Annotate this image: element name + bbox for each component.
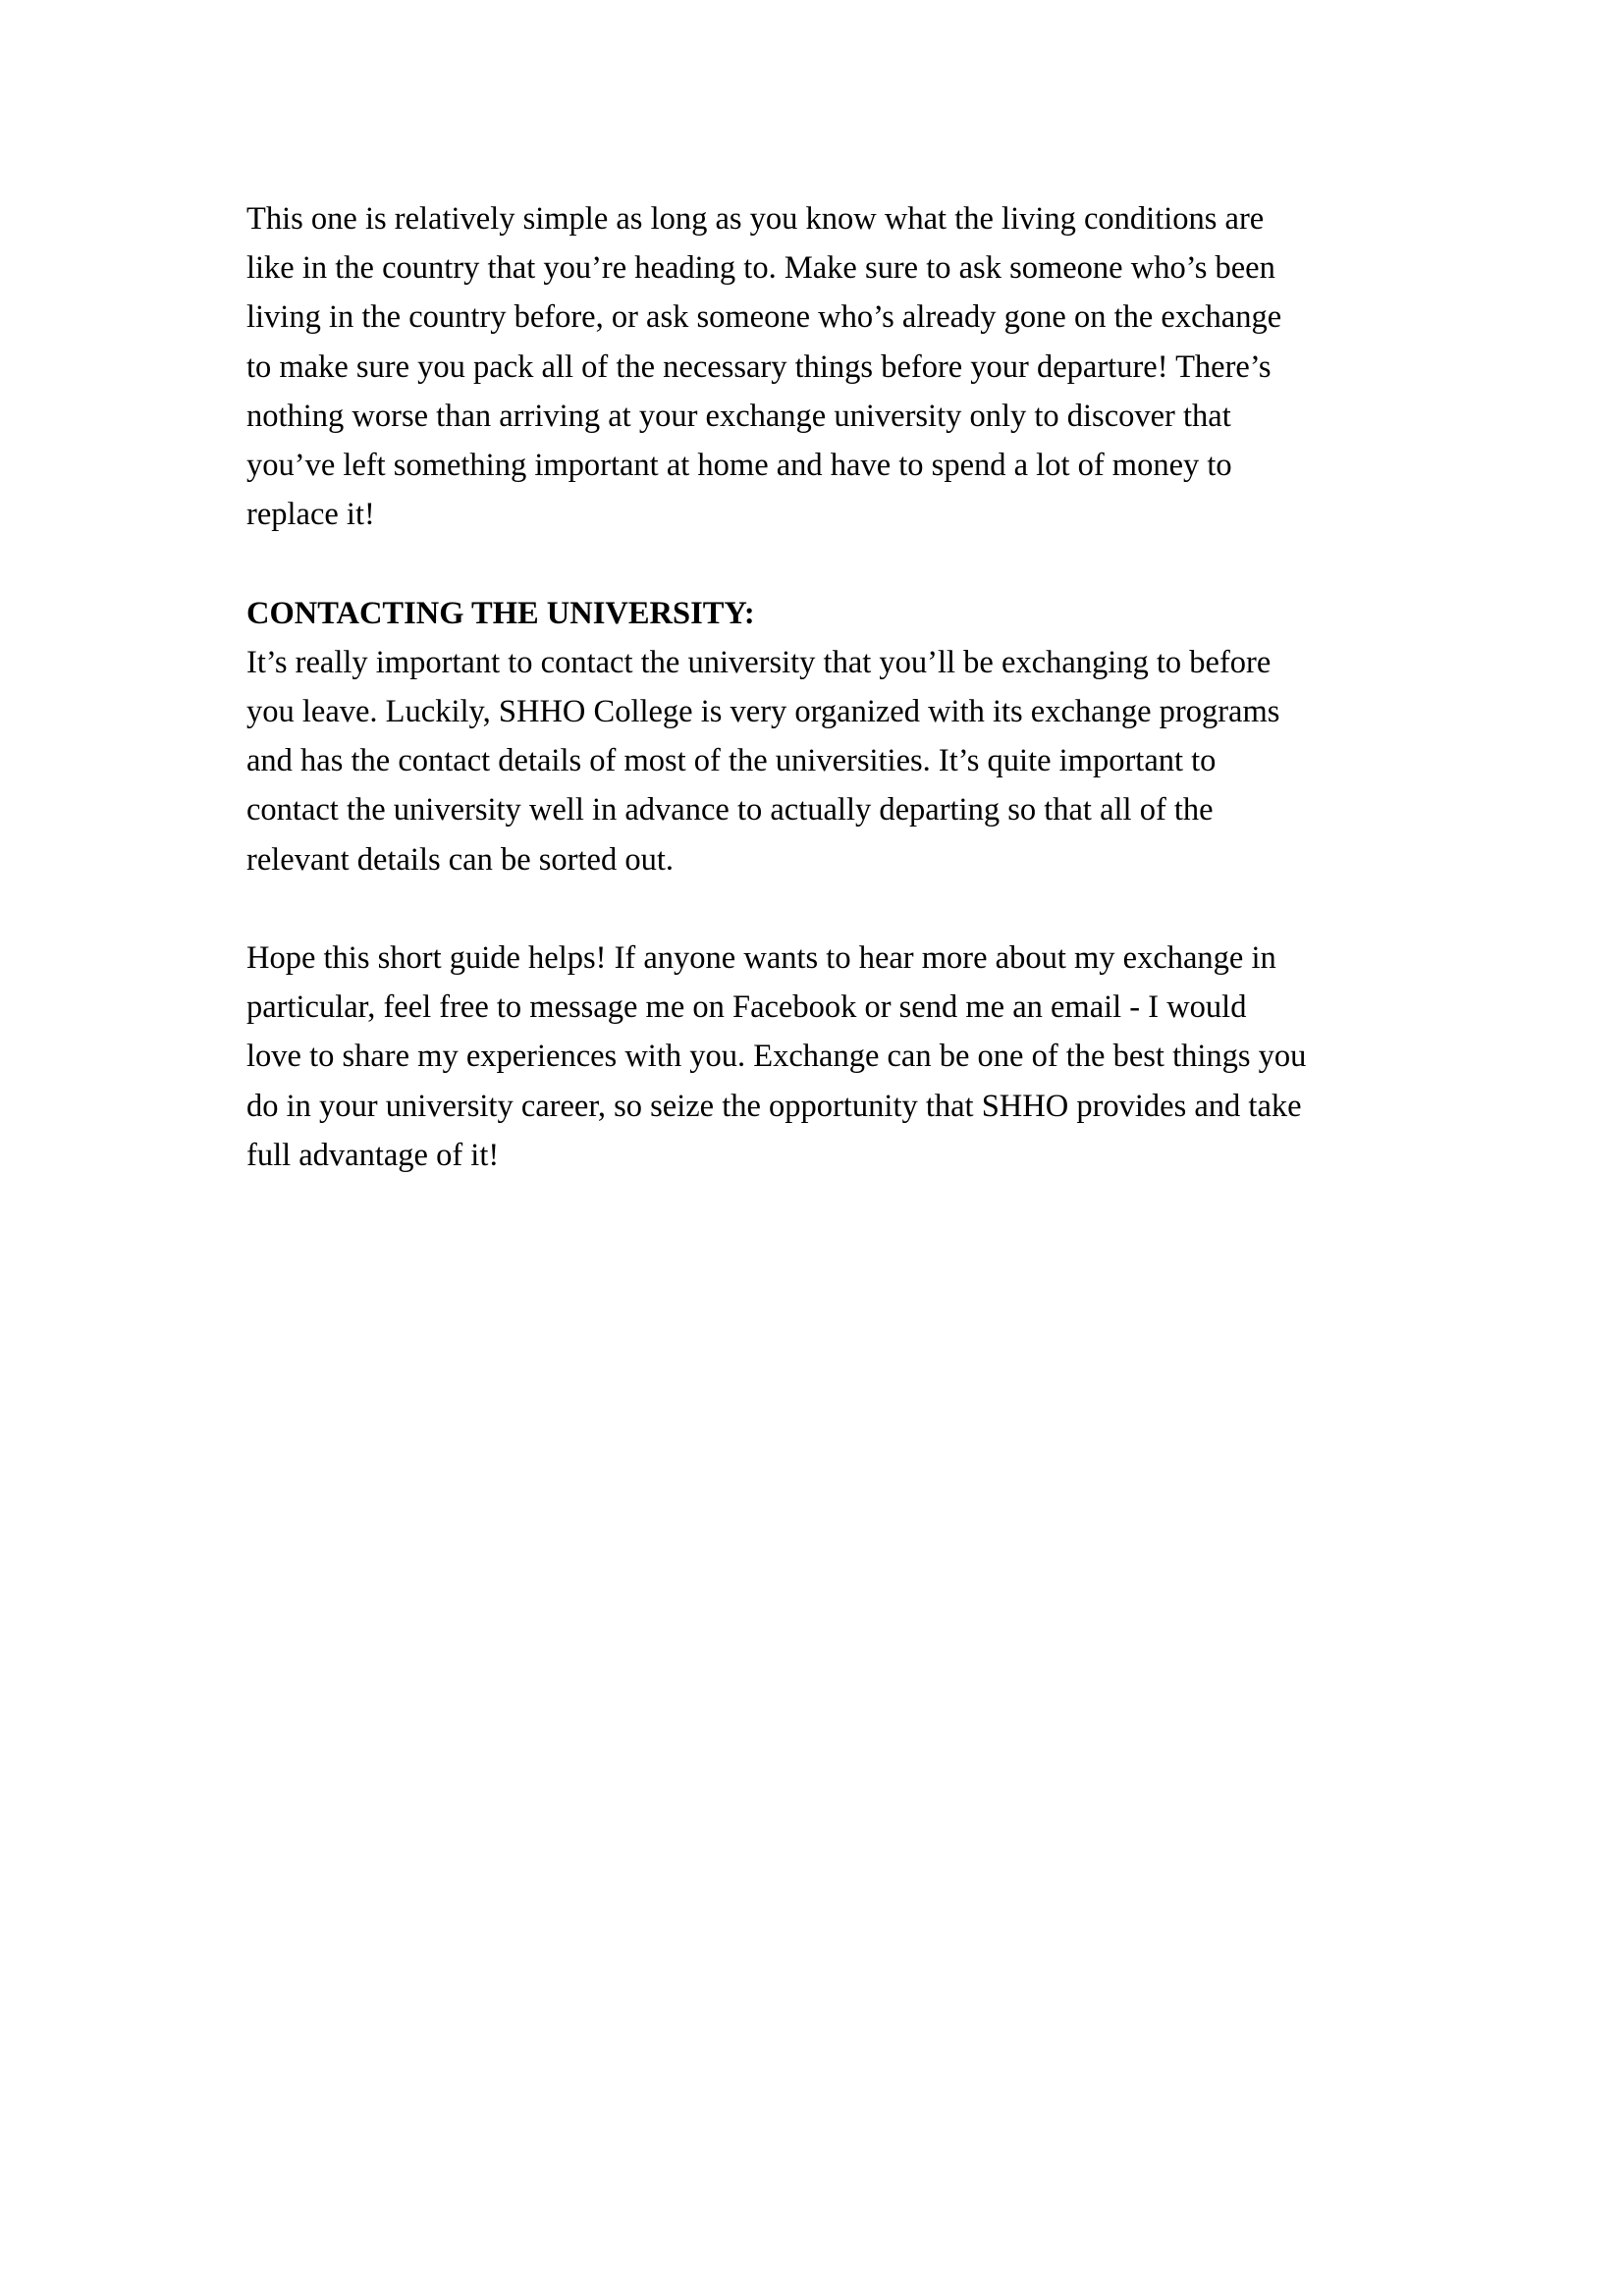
text-line: love to share my experiences with you. Exchange can be one of the best things you: [246, 1039, 1307, 1075]
text-line: do in your university career, so seize the opportunity that SHHO provides and take: [246, 1088, 1302, 1124]
text-line: you’ve left something important at home and have to spend a lot of money to: [246, 448, 1232, 484]
paragraph-contacting-university: [246, 638, 1405, 884]
text-line: and has the contact details of most of the universities. It’s quite important to: [246, 743, 1217, 779]
text-line: living in the country before, or ask someone who’s already gone on the exchange: [246, 299, 1282, 336]
text-line: you leave. Luckily, SHHO College is very organized with its exchange programs: [246, 694, 1280, 730]
paragraph-packing: [246, 194, 1405, 539]
text-line: This one is relatively simple as long as you know what the living conditions are: [246, 201, 1265, 237]
text-line: full advantage of it!: [246, 1137, 500, 1173]
text-line: contact the university well in advance to actually departing so that all of the: [246, 792, 1214, 828]
paragraph-spacer: [246, 884, 1405, 934]
paragraph-spacer: [246, 539, 1405, 588]
document-body: [246, 194, 1405, 1180]
text-line: particular, feel free to message me on Facebook or send me an email - I would: [246, 989, 1247, 1026]
section-heading: CONTACTING THE UNIVERSITY:: [246, 595, 755, 631]
text-line: Hope this short guide helps! If anyone wants to hear more about my exchange in: [246, 940, 1276, 977]
text-line: like in the country that you’re heading to. Make sure to ask someone who’s been: [246, 250, 1275, 287]
text-line: It’s really important to contact the university that you’ll be exchanging to before: [246, 644, 1272, 680]
text-line: relevant details can be sorted out.: [246, 841, 674, 878]
paragraph-closing: [246, 934, 1405, 1180]
text-line: replace it!: [246, 497, 375, 533]
text-line: nothing worse than arriving at your exchange university only to discover that: [246, 398, 1231, 434]
text-line: to make sure you pack all of the necessary things before your departure! There’s: [246, 348, 1272, 385]
